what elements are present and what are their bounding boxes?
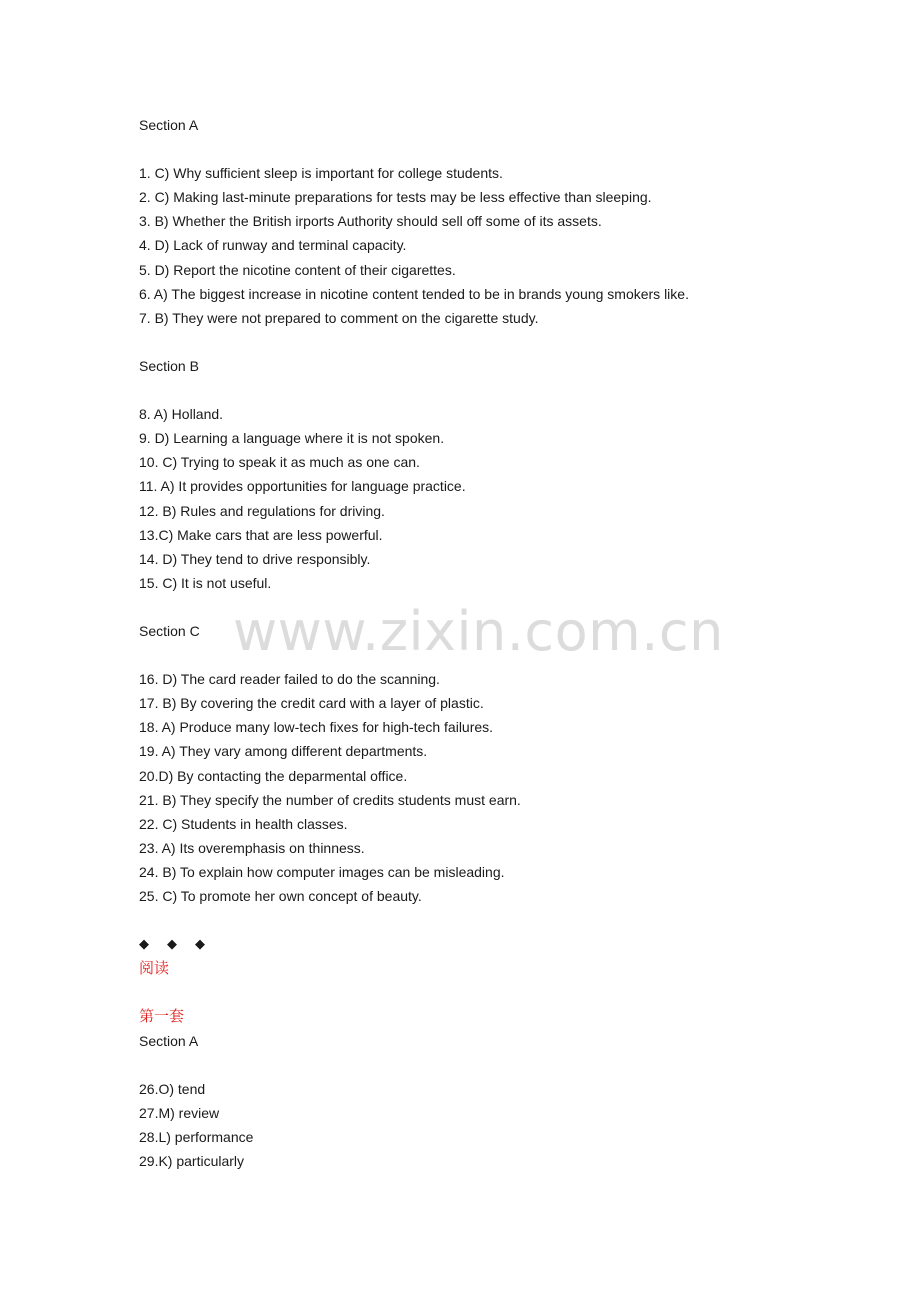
answer-document	[139, 113, 839, 1173]
answer-line: 8. A) Holland.	[139, 406, 224, 423]
answer-line: 27.M) review	[139, 1104, 220, 1121]
answer-line: 6. A) The biggest increase in nicotine content tended to be in brands young smokers like.	[139, 285, 689, 302]
answer-line: 11. A) It provides opportunities for language practice.	[139, 478, 466, 495]
watermark: www.zixin.com.cn	[233, 600, 724, 663]
answer-line: 25. C) To promote her own concept of beauty.	[139, 888, 422, 904]
answer-line: 14. D) They tend to drive responsibly.	[139, 550, 371, 567]
diamond-divider	[139, 932, 839, 956]
answer-line: 24. B) To explain how computer images can be misleading.	[139, 863, 505, 880]
answer-line: 1. C) Why sufficient sleep is important for college students.	[139, 165, 503, 182]
section-c-heading: Section C	[139, 622, 200, 639]
answer-line: 22. C) Students in health classes.	[139, 815, 348, 832]
answer-line: 15. C) It is not useful.	[139, 574, 272, 591]
answer-line: 29.K) particularly	[139, 1153, 245, 1170]
answer-line: 4. D) Lack of runway and terminal capacity.	[139, 237, 407, 254]
diamond-icon: ◆	[195, 936, 205, 952]
answer-line: 10. C) Trying to speak it as much as one can.	[139, 454, 420, 471]
answer-line: 21. B) They specify the number of credits students must earn.	[139, 791, 521, 808]
answer-line: 5. D) Report the nicotine content of their cigarettes.	[139, 261, 456, 278]
answer-line: 17. B) By covering the credit card with a layer of plastic.	[139, 695, 484, 712]
section-a-heading: Section A	[139, 117, 199, 133]
diamond-icon: ◆	[167, 936, 177, 952]
section-b-answers	[139, 402, 839, 595]
answer-line: 2. C) Making last-minute preparations for tests may be less effective than sleeping.	[139, 189, 652, 206]
reading-section-a-heading: Section A	[139, 1032, 199, 1049]
reading-section-a-answers	[139, 1077, 839, 1173]
answer-line: 19. A) They vary among different departments.	[139, 743, 428, 760]
set-title: 第一套	[139, 1007, 185, 1026]
diamond-icon: ◆	[139, 936, 149, 952]
section-c-answers	[139, 667, 839, 908]
section-a-answers	[139, 161, 839, 330]
answer-line: 16. D) The card reader failed to do the scanning.	[139, 671, 440, 688]
answer-line: 7. B) They were not prepared to comment on the cigarette study.	[139, 309, 539, 326]
answer-line: 26.O) tend	[139, 1080, 206, 1097]
answer-line: 20.D) By contacting the deparmental office.	[139, 767, 408, 784]
answer-line: 23. A) Its overemphasis on thinness.	[139, 839, 365, 856]
answer-line: 3. B) Whether the British irports Authority should sell off some of its assets.	[139, 213, 602, 230]
reading-heading: 阅读	[139, 959, 170, 978]
answer-line: 13.C) Make cars that are less powerful.	[139, 526, 383, 543]
answer-line: 9. D) Learning a language where it is not spoken.	[139, 430, 445, 447]
answer-line: 28.L) performance	[139, 1128, 254, 1145]
answer-line: 12. B) Rules and regulations for driving.	[139, 502, 385, 519]
answer-line: 18. A) Produce many low-tech fixes for high-tech failures.	[139, 719, 494, 736]
section-b-heading: Section B	[139, 357, 199, 374]
